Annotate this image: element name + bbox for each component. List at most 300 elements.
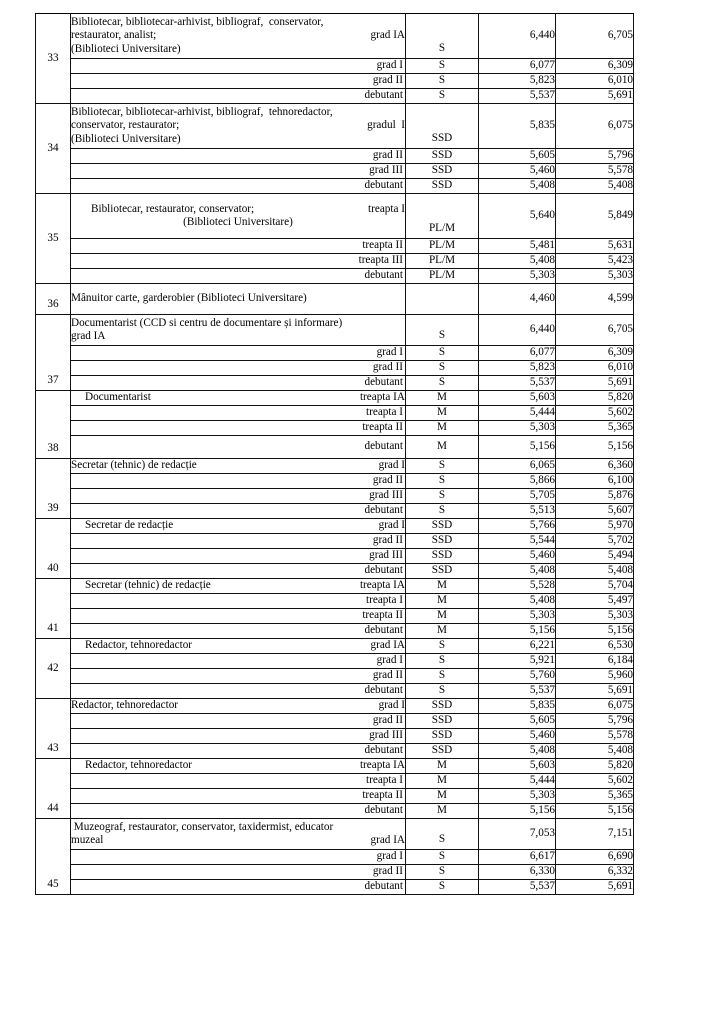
table-row — [36, 789, 634, 804]
value-column-2-cell: 6,705 — [556, 315, 634, 346]
row-number-cell: 40 — [36, 519, 71, 579]
table-row — [36, 744, 634, 759]
value-column-2-cell: 5,876 — [556, 489, 634, 504]
grade-label-cell: grad I — [71, 346, 406, 361]
value-column-1-cell: 5,605 — [479, 714, 556, 729]
education-level-cell: S — [406, 474, 479, 489]
table-row — [36, 624, 634, 639]
grade-label-cell: debutant — [71, 804, 406, 819]
row-number-cell: 35 — [36, 194, 71, 284]
education-level-cell: PL/M — [406, 254, 479, 269]
value-column-2-cell: 5,796 — [556, 714, 634, 729]
grade-label: grad I — [378, 459, 405, 472]
value-column-2-cell: 5,156 — [556, 624, 634, 639]
table-row — [36, 164, 634, 179]
grade-label-cell: grad II — [71, 714, 406, 729]
education-level-cell: SSD — [406, 744, 479, 759]
value-column-1-cell: 5,460 — [479, 164, 556, 179]
grade-label-cell: grad II — [71, 361, 406, 376]
value-column-1-cell: 6,077 — [479, 59, 556, 74]
table-row — [36, 609, 634, 624]
function-title-text: muzeal — [71, 834, 104, 846]
education-level-cell: M — [406, 579, 479, 594]
row-number-cell: 45 — [36, 819, 71, 895]
value-column-1-cell: 5,303 — [479, 269, 556, 284]
education-level-cell: S — [406, 14, 479, 59]
value-column-1-cell: 5,835 — [479, 699, 556, 714]
value-column-1-cell: 5,408 — [479, 744, 556, 759]
grade-label: treapta IA — [359, 579, 405, 592]
value-column-1-cell: 4,460 — [479, 284, 556, 315]
value-column-1-cell: 5,866 — [479, 474, 556, 489]
education-level-cell: PL/M — [406, 269, 479, 284]
education-level-cell: M — [406, 391, 479, 406]
grade-label-cell: grad III — [71, 164, 406, 179]
value-column-1-cell: 6,617 — [479, 850, 556, 865]
function-title-grade-row — [71, 579, 405, 592]
value-column-1-cell: 5,921 — [479, 654, 556, 669]
value-column-1-cell: 5,640 — [479, 194, 556, 239]
table-row — [36, 819, 634, 850]
table-row — [36, 406, 634, 421]
table-row — [36, 534, 634, 549]
grade-label-cell: treapta II — [71, 789, 406, 804]
value-column-2-cell: 5,691 — [556, 684, 634, 699]
education-level-cell: M — [406, 789, 479, 804]
grade-label-cell: treapta I — [71, 594, 406, 609]
value-column-2-cell: 6,075 — [556, 699, 634, 714]
value-column-1-cell: 5,408 — [479, 594, 556, 609]
education-level-cell: M — [406, 594, 479, 609]
table-row — [36, 850, 634, 865]
table-row — [36, 549, 634, 564]
education-level-cell: S — [406, 74, 479, 89]
value-column-2-cell: 5,497 — [556, 594, 634, 609]
value-column-2-cell: 5,607 — [556, 504, 634, 519]
grade-label-cell: treapta II — [71, 421, 406, 436]
education-level-cell: S — [406, 865, 479, 880]
function-title-cell — [71, 459, 406, 474]
table-row — [36, 519, 634, 534]
grade-label: treapta IA — [359, 759, 405, 772]
value-column-2-cell: 5,602 — [556, 774, 634, 789]
grade-label-cell: debutant — [71, 89, 406, 104]
function-title-cell — [71, 699, 406, 714]
education-level-cell: S — [406, 880, 479, 895]
value-column-2-cell: 6,309 — [556, 346, 634, 361]
value-column-1-cell: 5,303 — [479, 789, 556, 804]
value-column-2-cell: 6,184 — [556, 654, 634, 669]
grade-label: grad I — [378, 699, 405, 712]
value-column-2-cell: 6,530 — [556, 639, 634, 654]
grade-label-cell: grad II — [71, 534, 406, 549]
value-column-1-cell: 5,544 — [479, 534, 556, 549]
value-column-2-cell: 5,408 — [556, 179, 634, 194]
function-title-tail: (Biblioteci Universitare) — [183, 216, 293, 228]
value-column-2-cell: 5,156 — [556, 804, 634, 819]
education-level-cell: M — [406, 436, 479, 459]
value-column-2-cell: 5,970 — [556, 519, 634, 534]
grade-label-cell: debutant — [71, 269, 406, 284]
education-level-cell: SSD — [406, 519, 479, 534]
table-body — [36, 14, 634, 895]
table-row — [36, 269, 634, 284]
value-column-1-cell: 5,156 — [479, 804, 556, 819]
value-column-2-cell: 6,010 — [556, 74, 634, 89]
table-row — [36, 504, 634, 519]
value-column-1-cell: 5,460 — [479, 729, 556, 744]
value-column-2-cell: 5,691 — [556, 880, 634, 895]
value-column-2-cell: 5,820 — [556, 391, 634, 406]
function-title-cell — [71, 194, 406, 239]
grade-label-cell: grad II — [71, 669, 406, 684]
value-column-1-cell: 6,440 — [479, 14, 556, 59]
table-row — [36, 774, 634, 789]
row-number-cell: 42 — [36, 639, 71, 699]
value-column-1-cell: 5,766 — [479, 519, 556, 534]
grade-label-cell: grad II — [71, 865, 406, 880]
table-row — [36, 421, 634, 436]
table-row — [36, 194, 634, 239]
function-title-grade-row — [71, 203, 405, 216]
grade-label: gradul I — [367, 119, 405, 132]
value-column-1-cell: 6,077 — [479, 346, 556, 361]
grade-label-cell: grad II — [71, 474, 406, 489]
value-column-1-cell: 5,408 — [479, 254, 556, 269]
function-title-text: Redactor, tehnoredactor — [71, 699, 179, 712]
education-level-cell: S — [406, 89, 479, 104]
grade-label-cell: grad I — [71, 654, 406, 669]
value-column-2-cell: 5,423 — [556, 254, 634, 269]
value-column-1-cell: 6,221 — [479, 639, 556, 654]
table-row — [36, 284, 634, 315]
function-title-text: Documentarist — [85, 391, 151, 404]
education-level-cell: SSD — [406, 699, 479, 714]
education-level-cell: S — [406, 361, 479, 376]
education-level-cell: S — [406, 59, 479, 74]
education-level-cell: M — [406, 421, 479, 436]
grade-label-cell: treapta I — [71, 774, 406, 789]
table-row — [36, 880, 634, 895]
value-column-2-cell: 7,151 — [556, 819, 634, 850]
function-title-line-0: Muzeograf, restaurator, conservator, taxidermist, educator — [71, 820, 334, 833]
function-title-text: Redactor, tehnoredactor — [85, 759, 193, 772]
education-level-cell: M — [406, 759, 479, 774]
grade-label-cell: grad I — [71, 850, 406, 865]
table-row — [36, 639, 634, 654]
value-column-2-cell: 6,690 — [556, 850, 634, 865]
value-column-1-cell: 5,823 — [479, 361, 556, 376]
education-level-cell: SSD — [406, 564, 479, 579]
education-level-cell: PL/M — [406, 194, 479, 239]
function-title-text: Mânuitor carte, garderobier (Biblioteci Universitare) — [71, 292, 307, 305]
grade-label-cell: debutant — [71, 744, 406, 759]
salary-grid-table — [35, 13, 634, 895]
education-level-cell: S — [406, 819, 479, 850]
value-column-2-cell: 6,309 — [556, 59, 634, 74]
education-level-cell: M — [406, 774, 479, 789]
education-level-cell: S — [406, 654, 479, 669]
value-column-2-cell: 5,365 — [556, 789, 634, 804]
row-number-cell: 33 — [36, 14, 71, 104]
table-row — [36, 564, 634, 579]
table-row — [36, 376, 634, 391]
value-column-2-cell: 5,849 — [556, 194, 634, 239]
value-column-2-cell: 5,691 — [556, 376, 634, 391]
value-column-1-cell: 5,156 — [479, 624, 556, 639]
function-title-cell — [71, 104, 406, 149]
value-column-2-cell: 5,960 — [556, 669, 634, 684]
value-column-2-cell: 5,408 — [556, 744, 634, 759]
grade-label-cell: grad III — [71, 729, 406, 744]
row-number-cell: 38 — [36, 391, 71, 459]
value-column-2-cell: 6,360 — [556, 459, 634, 474]
value-column-2-cell: 5,702 — [556, 534, 634, 549]
function-title-text: Secretar (tehnic) de redacție — [85, 579, 211, 592]
grade-label-cell: debutant — [71, 376, 406, 391]
table-row — [36, 239, 634, 254]
function-title-text: Bibliotecar, restaurator, conservator; — [91, 202, 255, 215]
table-row — [36, 729, 634, 744]
function-title-grade-row — [71, 29, 405, 42]
grade-label-cell: treapta I — [71, 406, 406, 421]
education-level-cell: S — [406, 684, 479, 699]
value-column-1-cell: 5,537 — [479, 376, 556, 391]
value-column-1-cell: 5,537 — [479, 89, 556, 104]
grade-label: grad I — [378, 519, 405, 532]
table-row — [36, 89, 634, 104]
grade-label: grad IA — [370, 834, 405, 846]
value-column-1-cell: 5,408 — [479, 179, 556, 194]
function-title-grade-row — [71, 391, 405, 404]
value-column-2-cell: 4,599 — [556, 284, 634, 315]
value-column-1-cell: 7,053 — [479, 819, 556, 850]
education-level-cell: M — [406, 406, 479, 421]
grade-label-cell: treapta II — [71, 609, 406, 624]
grade-label-cell: grad II — [71, 149, 406, 164]
value-column-1-cell: 5,156 — [479, 436, 556, 459]
education-level-cell: SSD — [406, 179, 479, 194]
row-number-cell: 36 — [36, 284, 71, 315]
education-level-cell: M — [406, 804, 479, 819]
grade-label-cell: debutant — [71, 564, 406, 579]
value-column-1-cell: 5,528 — [479, 579, 556, 594]
value-column-2-cell: 5,365 — [556, 421, 634, 436]
education-level-cell: SSD — [406, 149, 479, 164]
grade-label-cell: debutant — [71, 436, 406, 459]
value-column-2-cell: 5,494 — [556, 549, 634, 564]
function-title-grade-row — [71, 834, 405, 847]
table-row — [36, 254, 634, 269]
education-level-cell: SSD — [406, 714, 479, 729]
table-row — [36, 149, 634, 164]
function-title-cell — [71, 315, 406, 346]
grade-label-cell: treapta III — [71, 254, 406, 269]
grade-label-cell: grad III — [71, 489, 406, 504]
table-row — [36, 361, 634, 376]
grade-label: grad IA — [370, 639, 405, 652]
value-column-2-cell: 5,602 — [556, 406, 634, 421]
grade-label-cell: debutant — [71, 179, 406, 194]
value-column-2-cell: 5,704 — [556, 579, 634, 594]
education-level-cell: SSD — [406, 549, 479, 564]
table-row — [36, 59, 634, 74]
value-column-1-cell: 6,065 — [479, 459, 556, 474]
function-title-cell — [71, 579, 406, 594]
function-title-cell — [71, 819, 406, 850]
value-column-1-cell: 5,603 — [479, 759, 556, 774]
grade-label-cell: debutant — [71, 880, 406, 895]
table-row — [36, 346, 634, 361]
education-level-cell: M — [406, 609, 479, 624]
table-row — [36, 594, 634, 609]
value-column-2-cell: 6,075 — [556, 104, 634, 149]
value-column-1-cell: 5,460 — [479, 549, 556, 564]
value-column-2-cell: 5,408 — [556, 564, 634, 579]
table-row — [36, 759, 634, 774]
table-row — [36, 474, 634, 489]
value-column-2-cell: 5,631 — [556, 239, 634, 254]
row-number-cell: 44 — [36, 759, 71, 819]
value-column-1-cell: 5,603 — [479, 391, 556, 406]
grade-label-cell: grad I — [71, 59, 406, 74]
value-column-1-cell: 5,605 — [479, 149, 556, 164]
grade-label: treapta IA — [359, 391, 405, 404]
row-number-cell: 41 — [36, 579, 71, 639]
education-level-cell: S — [406, 346, 479, 361]
education-level-cell: S — [406, 504, 479, 519]
table-row — [36, 699, 634, 714]
function-title-text: Secretar de redacție — [85, 519, 174, 532]
table-row — [36, 179, 634, 194]
grade-label: grad IA — [370, 29, 405, 42]
value-column-1-cell: 5,303 — [479, 421, 556, 436]
education-level-cell: S — [406, 489, 479, 504]
education-level-cell: SSD — [406, 104, 479, 149]
grade-label-cell: debutant — [71, 504, 406, 519]
value-column-2-cell: 5,303 — [556, 609, 634, 624]
value-column-1-cell: 5,408 — [479, 564, 556, 579]
education-level-cell: SSD — [406, 164, 479, 179]
value-column-2-cell: 5,820 — [556, 759, 634, 774]
grade-label-cell: grad II — [71, 74, 406, 89]
function-title-grade-row — [71, 459, 405, 472]
table-row — [36, 436, 634, 459]
value-column-1-cell: 5,513 — [479, 504, 556, 519]
table-row — [36, 391, 634, 406]
table-row — [36, 865, 634, 880]
education-level-cell: S — [406, 639, 479, 654]
value-column-1-cell: 5,537 — [479, 880, 556, 895]
function-title-grade-row — [71, 119, 405, 132]
table-row — [36, 684, 634, 699]
value-column-2-cell: 5,691 — [556, 89, 634, 104]
function-title-text: conservator, restaurator; — [71, 119, 180, 132]
function-title-tail: (Biblioteci Universitare) — [71, 42, 181, 55]
value-column-2-cell: 6,332 — [556, 865, 634, 880]
education-level-cell: S — [406, 376, 479, 391]
row-number-cell: 34 — [36, 104, 71, 194]
function-title-cell — [71, 14, 406, 59]
function-title-line-0: Documentarist (CCD si centru de documentare și informare) — [71, 316, 343, 329]
function-title-grade-row — [71, 759, 405, 772]
education-level-cell: S — [406, 315, 479, 346]
grade-label-cell: treapta II — [71, 239, 406, 254]
function-title-grade-row — [71, 699, 405, 712]
table-row — [36, 804, 634, 819]
function-title-grade-row — [71, 519, 405, 532]
value-column-1-cell: 5,444 — [479, 774, 556, 789]
grade-label-cell: debutant — [71, 624, 406, 639]
table-row — [36, 654, 634, 669]
value-column-2-cell: 5,156 — [556, 436, 634, 459]
education-level-cell: S — [406, 459, 479, 474]
value-column-1-cell: 6,440 — [479, 315, 556, 346]
function-title-grade-row — [71, 330, 405, 343]
function-title-cell — [71, 284, 406, 315]
value-column-2-cell: 5,578 — [556, 164, 634, 179]
row-number-cell: 37 — [36, 315, 71, 391]
function-title-cell — [71, 519, 406, 534]
function-title-tail: (Biblioteci Universitare) — [71, 132, 181, 145]
grade-label-cell: debutant — [71, 684, 406, 699]
grade-label: treapta I — [368, 202, 405, 215]
education-level-cell: S — [406, 850, 479, 865]
row-number-cell: 43 — [36, 699, 71, 759]
function-title-cell — [71, 759, 406, 774]
table-row — [36, 669, 634, 684]
value-column-1-cell: 5,760 — [479, 669, 556, 684]
value-column-2-cell: 5,578 — [556, 729, 634, 744]
education-level-cell: SSD — [406, 729, 479, 744]
function-title-cell — [71, 639, 406, 654]
function-title-grade-row — [71, 639, 405, 652]
function-title-line-0: Bibliotecar, bibliotecar-arhivist, bibliograf, tehnoredactor, — [71, 106, 333, 119]
value-column-2-cell: 6,010 — [556, 361, 634, 376]
education-level-cell — [406, 284, 479, 315]
value-column-1-cell: 5,823 — [479, 74, 556, 89]
education-level-cell: PL/M — [406, 239, 479, 254]
education-level-cell: M — [406, 624, 479, 639]
table-row — [36, 74, 634, 89]
education-level-cell: S — [406, 669, 479, 684]
function-title-text: grad IA — [71, 330, 106, 342]
value-column-2-cell: 5,796 — [556, 149, 634, 164]
function-title-text: restaurator, analist; — [71, 29, 157, 42]
function-title-text: Secretar (tehnic) de redacție — [71, 459, 197, 472]
table-row — [36, 14, 634, 59]
value-column-2-cell: 6,705 — [556, 14, 634, 59]
table-row — [36, 459, 634, 474]
value-column-1-cell: 5,537 — [479, 684, 556, 699]
value-column-1-cell: 5,481 — [479, 239, 556, 254]
row-number-cell: 39 — [36, 459, 71, 519]
value-column-2-cell: 6,100 — [556, 474, 634, 489]
function-title-line-0: Bibliotecar, bibliotecar-arhivist, bibliograf, conservator, — [71, 16, 324, 29]
education-level-cell: SSD — [406, 534, 479, 549]
value-column-1-cell: 5,303 — [479, 609, 556, 624]
value-column-1-cell: 5,705 — [479, 489, 556, 504]
table-row — [36, 315, 634, 346]
table-row — [36, 714, 634, 729]
value-column-1-cell: 6,330 — [479, 865, 556, 880]
value-column-1-cell: 5,444 — [479, 406, 556, 421]
function-title-text: Redactor, tehnoredactor — [85, 639, 193, 652]
table-row — [36, 104, 634, 149]
value-column-1-cell: 5,835 — [479, 104, 556, 149]
table-row — [36, 489, 634, 504]
value-column-2-cell: 5,303 — [556, 269, 634, 284]
